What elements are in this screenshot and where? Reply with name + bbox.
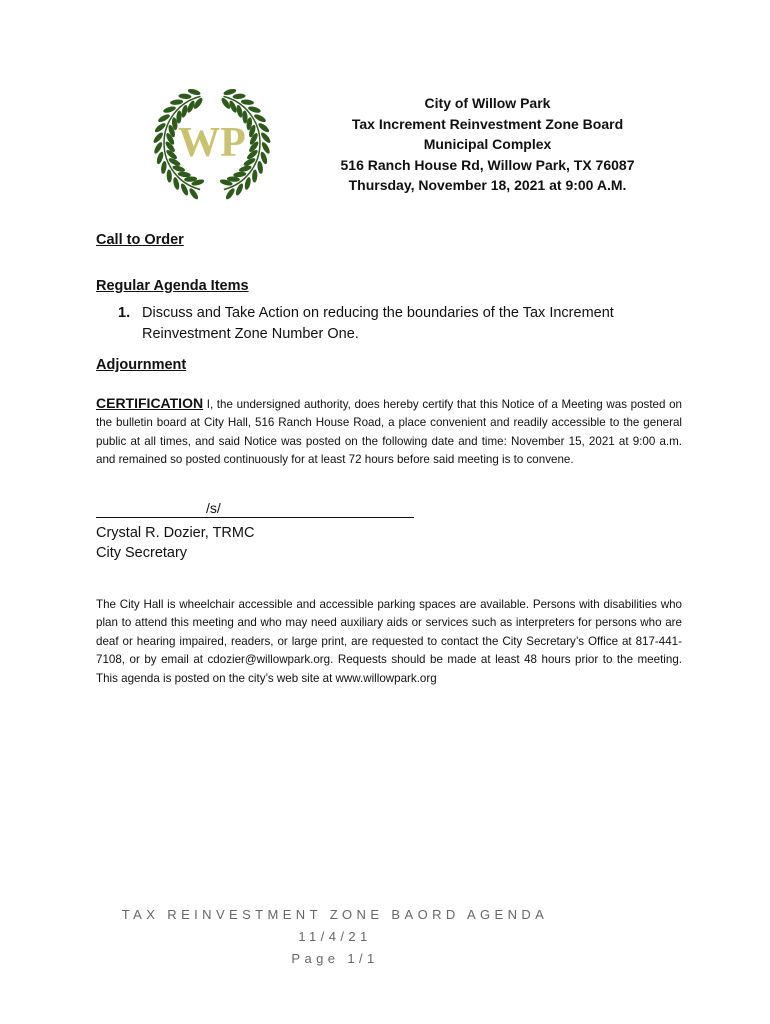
laurel-leaf bbox=[257, 161, 264, 175]
regular-agenda-heading: Regular Agenda Items bbox=[96, 278, 249, 294]
laurel-leaf bbox=[160, 161, 167, 175]
signature-line bbox=[96, 517, 414, 518]
meeting-header bbox=[290, 93, 685, 196]
adjournment-heading: Adjournment bbox=[96, 357, 187, 373]
laurel-leaf bbox=[260, 131, 272, 144]
agenda-item-line2: Reinvestment Zone Number One. bbox=[142, 326, 359, 342]
signer-name: Crystal R. Dozier, TRMC bbox=[96, 525, 255, 541]
footer-title: TAX REINVESTMENT ZONE BAORD AGENDA 11/4/21 bbox=[121, 907, 549, 944]
laurel-leaf bbox=[170, 99, 183, 106]
laurel-wreath-icon bbox=[150, 88, 274, 200]
call-to-order-heading: Call to Order bbox=[96, 232, 184, 248]
header-address: 516 Ranch House Rd, Willow Park, TX 76087 bbox=[340, 156, 635, 173]
page-number: Page 1/1 bbox=[291, 951, 379, 966]
laurel-leaf bbox=[152, 131, 164, 144]
agenda-item-line1: Discuss and Take Action on reducing the boundaries of the Tax Increment bbox=[142, 305, 614, 321]
laurel-leaf bbox=[166, 169, 172, 182]
header-board: Tax Increment Reinvestment Zone Board bbox=[351, 115, 624, 132]
signature-mark: /s/ bbox=[206, 500, 221, 516]
laurel-leaf bbox=[241, 99, 254, 106]
certification-paragraph bbox=[96, 394, 682, 470]
laurel-leaf bbox=[178, 93, 191, 99]
page-footer bbox=[90, 904, 580, 970]
signature-block bbox=[96, 523, 254, 563]
city-logo bbox=[150, 88, 274, 200]
agenda-item-number: 1. bbox=[118, 305, 131, 321]
laurel-leaf bbox=[232, 93, 245, 99]
certification-text: I, the undersigned authority, does hereby certify that this Notice of a Meeting was posted on the bulletin board at City Hall, 516 Ranch House Road, a place convenient and readily accessible to the general public at all times, and said Notice was posted on the following date and time: November 15, 2021 at 9:00 a.m. and remained so posted continuously for at least 72 hours before said meeting is to convene. bbox=[96, 398, 682, 467]
logo-monogram: WP bbox=[178, 120, 246, 166]
accessibility-notice: The City Hall is wheelchair accessible and accessible parking spaces are available. Persons with disabilities who plan to attend this meeting and who may need auxiliary aids or services such as interpreters for persons who are deaf or hearing impaired, readers, or large print, are requested to contact the City Secretary’s Office at 817-441-7108, or by email at cdozier@willowpark.org. Requests should be made at least 48 hours prior to the meeting. This agenda is posted on the city’s web site at www.willowpark.org bbox=[96, 598, 682, 685]
laurel-leaf bbox=[252, 169, 258, 182]
agenda-item bbox=[118, 303, 678, 345]
header-datetime: Thursday, November 18, 2021 at 9:00 A.M. bbox=[348, 177, 627, 194]
signer-title: City Secretary bbox=[96, 545, 188, 561]
header-city: City of Willow Park bbox=[424, 95, 551, 111]
certification-label: CERTIFICATION bbox=[96, 395, 204, 411]
header-venue: Municipal Complex bbox=[423, 136, 552, 153]
